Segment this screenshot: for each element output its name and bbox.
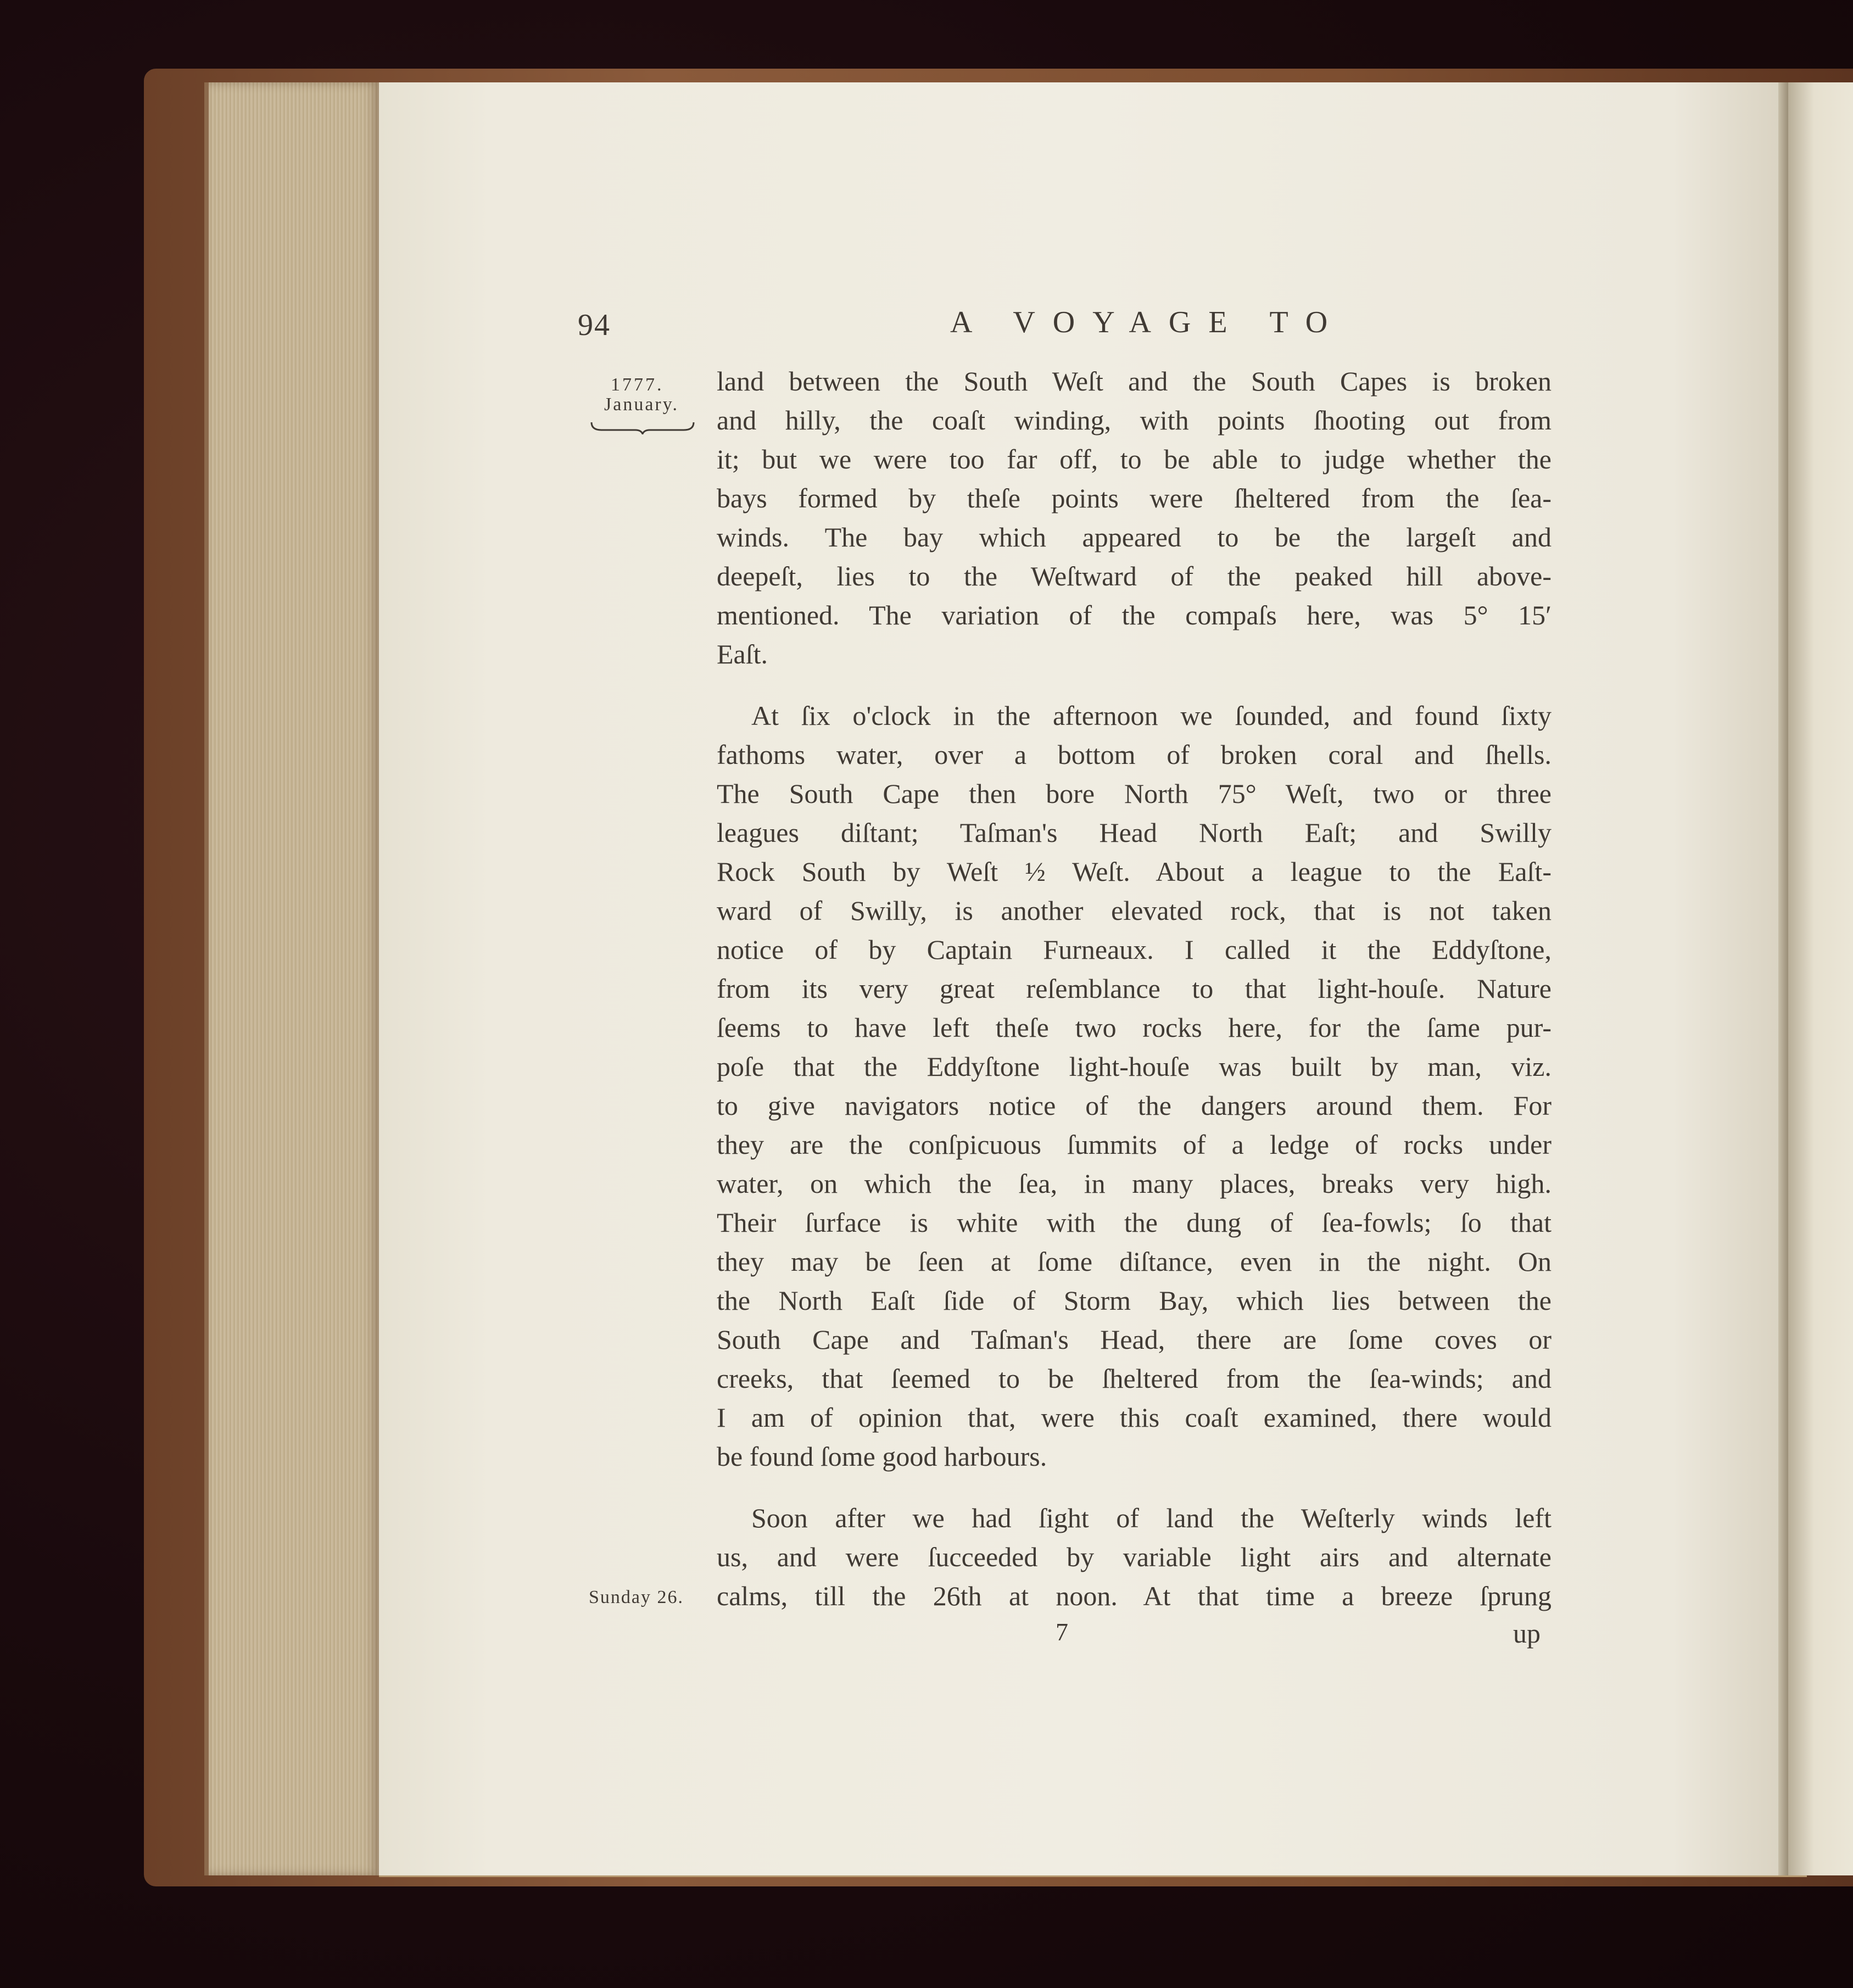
signature-mark: 7 (1056, 1618, 1068, 1646)
margin-month: January. (604, 394, 679, 415)
text-line: be found ſome good harbours. (717, 1441, 1047, 1472)
facing-page-edge (1788, 82, 1853, 1875)
text-line: Eaſt. (717, 639, 768, 669)
text-line: deepeſt, lies to the Weſtward of the peaked hill above- (717, 561, 1551, 591)
text-line: water, on which the ſea, in many places, breaks very high. (717, 1168, 1551, 1199)
text-line: Rock South by Weſt ½ Weſt. About a league to the Eaſt- (717, 856, 1551, 887)
text-line: At ſix o'clock in the afternoon we ſounded, and found ſixty (751, 700, 1551, 731)
text-line: they are the conſpicuous ſummits of a ledge of rocks under (717, 1129, 1551, 1160)
text-line: from its very great reſemblance to that light-houſe. Nature (717, 973, 1551, 1004)
text-line: it; but we were too far off, to be able to judge whether the (717, 444, 1551, 474)
catchword: up (1513, 1618, 1541, 1649)
book-gutter (1778, 82, 1788, 1875)
text-line: us, and were ſucceeded by variable light airs and alternate (717, 1542, 1551, 1572)
text-line: the North Eaſt ſide of Storm Bay, which lies between the (717, 1285, 1551, 1316)
text-line: Soon after we had ſight of land the Weſterly winds left (751, 1503, 1551, 1533)
margin-brace-icon (590, 420, 695, 434)
text-line: bays formed by theſe points were ſheltered from the ſea- (717, 483, 1551, 513)
text-line: calms, till the 26th at noon. At that time a breeze ſprung (717, 1581, 1551, 1611)
text-line: I am of opinion that, were this coaſt examined, there would (717, 1402, 1551, 1433)
text-line: they may be ſeen at ſome diſtance, even in the night. On (717, 1246, 1551, 1277)
running-head: A VOYAGE TO (950, 305, 1346, 339)
text-line: The South Cape then bore North 75° Weſt, two or three (717, 778, 1551, 809)
text-line: notice of by Captain Furneaux. I called it the Eddyſtone, (717, 934, 1551, 965)
text-line: creeks, that ſeemed to be ſheltered from the ſea-winds; and (717, 1363, 1551, 1394)
text-line: poſe that the Eddyſtone light-houſe was built by man, viz. (717, 1051, 1551, 1082)
text-line: fathoms water, over a bottom of broken coral and ſhells. (717, 739, 1551, 770)
text-line: ſeems to have left theſe two rocks here, for the ſame pur- (717, 1012, 1551, 1043)
text-line: land between the South Weſt and the South Capes is broken (717, 366, 1551, 397)
text-line: Their ſurface is white with the dung of ſea-fowls; ſo that (717, 1207, 1551, 1238)
text-line: leagues diſtant; Taſman's Head North Eaſt; and Swilly (717, 817, 1551, 848)
text-line: South Cape and Taſman's Head, there are ſome coves or (717, 1324, 1551, 1355)
text-line: ward of Swilly, is another elevated rock, that is not taken (717, 895, 1551, 926)
margin-date-note: Sunday 26. (589, 1587, 684, 1607)
page-block-edge (209, 82, 379, 1875)
text-line: mentioned. The variation of the compaſs here, was 5° 15′ (717, 600, 1551, 630)
text-line: winds. The bay which appeared to be the largeſt and (717, 522, 1551, 552)
margin-year: 1777. (611, 375, 664, 395)
text-line: to give navigators notice of the dangers around them. For (717, 1090, 1551, 1121)
page-number: 94 (578, 308, 611, 342)
text-line: and hilly, the coaſt winding, with points ſhooting out from (717, 405, 1551, 435)
